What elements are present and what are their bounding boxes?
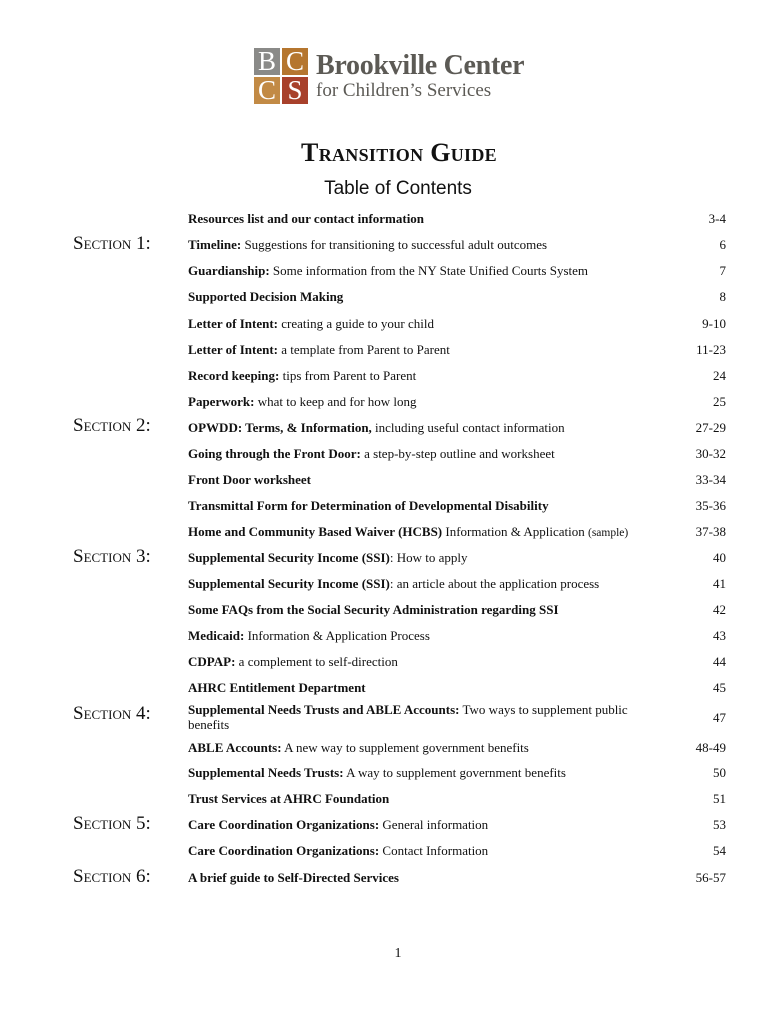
section-4-label: Section 4:: [73, 703, 151, 724]
toc-entry-title: [188, 472, 658, 487]
toc-heading: Table of Contents: [324, 178, 472, 199]
toc-entry-page: 45: [713, 680, 726, 695]
toc-entry-bold: Transmittal Form for Determination of Developmental Disability: [188, 498, 549, 513]
toc-entry-bold: Some FAQs from the Social Security Administration regarding SSI: [188, 602, 559, 617]
toc-entry-bold: Supplemental Security Income (SSI): [188, 576, 390, 591]
toc-entry-title: [188, 791, 658, 806]
logo-name: Brookville Center: [316, 50, 525, 81]
toc-entry-bold: Supplemental Needs Trusts:: [188, 765, 344, 780]
toc-entry-page: 7: [719, 263, 726, 278]
toc-entry-title: [188, 654, 658, 669]
toc-entry-title: [188, 702, 658, 732]
logo-tile-c-lower: C: [254, 77, 280, 104]
toc-entry-title: [188, 740, 658, 755]
toc-entry-title: [188, 602, 658, 617]
toc-entry-page: 24: [713, 368, 726, 383]
toc-entry-bold: CDPAP:: [188, 654, 236, 669]
toc-entry-page: 40: [713, 550, 726, 565]
toc-entry-page: 53: [713, 817, 726, 832]
toc-entry-description: A new way to supplement government benefits: [281, 740, 529, 755]
toc-entry-title: [188, 316, 658, 331]
toc-entry-note: (sample): [588, 527, 629, 539]
toc-entry-description: Information & Application Process: [244, 628, 430, 643]
logo-tiles: [254, 48, 310, 106]
page-title: Transition Guide: [301, 138, 497, 167]
toc-entry-description: a template from Parent to Parent: [278, 342, 450, 357]
toc-entry-bold: Supplemental Needs Trusts and ABLE Accounts:: [188, 702, 460, 717]
toc-entry-description: what to keep and for how long: [254, 394, 417, 409]
toc-entry-bold: Guardianship:: [188, 263, 270, 278]
toc-entry-page: 6: [719, 237, 726, 252]
toc-entry-description: a step-by-step outline and worksheet: [360, 446, 555, 461]
toc-entry-bold: A brief guide to Self-Directed Services: [188, 870, 399, 885]
toc-entry-page: 3-4: [708, 211, 726, 226]
toc-entry-bold: Record keeping:: [188, 368, 280, 383]
toc-entry-bold: Care Coordination Organizations:: [188, 817, 380, 832]
toc-entry-title: [188, 870, 658, 885]
toc-entry-description: Information & Application: [442, 524, 588, 539]
toc-entry-title: [188, 211, 658, 226]
toc-entry-description: : an article about the application process: [389, 576, 600, 591]
toc-entry-page: 11-23: [696, 342, 726, 357]
toc-entry-description: Two ways to supplement public benefits: [188, 702, 628, 732]
toc-entry-page: 42: [713, 602, 726, 617]
toc-entry-bold: Trust Services at AHRC Foundation: [188, 791, 390, 806]
logo-tile-c: C: [282, 48, 308, 75]
toc-entry-title: [188, 263, 658, 278]
toc-entry-title: [188, 342, 658, 357]
toc-entry-title: [188, 368, 658, 383]
toc-entry-bold: Supplemental Security Income (SSI): [188, 550, 390, 565]
toc-entry-description: Contact Information: [379, 843, 489, 858]
toc-entry-page: 41: [713, 576, 726, 591]
toc-entry-page: 25: [713, 394, 726, 409]
toc-entry-page: 56-57: [695, 870, 726, 885]
section-3-label: Section 3:: [73, 546, 151, 567]
logo-tile-b: B: [254, 48, 280, 75]
toc-entry-page: 48-49: [695, 740, 726, 755]
toc-entry-title: [188, 289, 658, 304]
toc-entry-page: 44: [713, 654, 726, 669]
toc-entry-bold: Front Door worksheet: [188, 472, 312, 487]
toc-entry-title: [188, 498, 658, 513]
toc-entry-title: [188, 550, 658, 565]
toc-entry-title: [188, 446, 658, 461]
toc-entry-description: Suggestions for transitioning to successful adult outcomes: [241, 237, 548, 252]
section-2-label: Section 2:: [73, 415, 151, 436]
toc-entry-description: A way to supplement government benefits: [343, 765, 566, 780]
toc-entry-page: 51: [713, 791, 726, 806]
toc-entry-title: [188, 420, 658, 435]
toc-entry-page: 8: [719, 289, 726, 304]
toc-entry-title: [188, 576, 658, 591]
toc-entry-page: 33-34: [695, 472, 726, 487]
toc-entry-description: including useful contact information: [371, 420, 565, 435]
logo-tile-s: S: [282, 77, 308, 104]
brookville-logo: [254, 48, 554, 108]
toc-entry-bold: Medicaid:: [188, 628, 245, 643]
section-1-label: Section 1:: [73, 233, 151, 254]
toc-entry-bold: Paperwork:: [188, 394, 255, 409]
toc-entry-title: [188, 628, 658, 643]
toc-entry-bold: OPWDD: Terms, & Information,: [188, 420, 372, 435]
toc-entry-page: 9-10: [702, 316, 726, 331]
toc-entry-bold: Home and Community Based Waiver (HCBS): [188, 524, 443, 539]
toc-entry-title: [188, 817, 658, 832]
toc-entry-description: : How to apply: [389, 550, 468, 565]
logo-subtitle: for Children’s Services: [316, 80, 492, 101]
toc-entry-title: [188, 524, 658, 541]
toc-entry-description: tips from Parent to Parent: [279, 368, 417, 383]
toc-entry-bold: Care Coordination Organizations:: [188, 843, 380, 858]
toc-entry-bold: Going through the Front Door:: [188, 446, 361, 461]
toc-entry-bold: Letter of Intent:: [188, 316, 279, 331]
toc-entry-title: [188, 765, 658, 780]
toc-entry-title: [188, 394, 658, 409]
toc-entry-page: 43: [713, 628, 726, 643]
toc-entry-title: [188, 843, 658, 858]
toc-entry-page: 27-29: [695, 420, 726, 435]
toc-entry-description: a complement to self-direction: [235, 654, 398, 669]
section-5-label: Section 5:: [73, 813, 151, 834]
toc-entry-title: [188, 680, 658, 695]
toc-entry-title: [188, 237, 658, 252]
toc-entry-page: 47: [713, 710, 726, 725]
toc-entry-page: 54: [713, 843, 726, 858]
toc-entry-page: 50: [713, 765, 726, 780]
toc-entry-description: General information: [379, 817, 489, 832]
section-6-label: Section 6:: [73, 866, 151, 887]
toc-entry-page: 30-32: [695, 446, 726, 461]
toc-entry-page: 35-36: [695, 498, 726, 513]
page-number: 1: [394, 946, 402, 961]
toc-entry-description: Some information from the NY State Unified Courts System: [269, 263, 588, 278]
toc-entry-bold: Supported Decision Making: [188, 289, 344, 304]
toc-entry-bold: AHRC Entitlement Department: [188, 680, 366, 695]
toc-entry-bold: ABLE Accounts:: [188, 740, 282, 755]
toc-entry-bold: Timeline:: [188, 237, 242, 252]
toc-entry-bold: Resources list and our contact information: [188, 211, 425, 226]
toc-entry-bold: Letter of Intent:: [188, 342, 279, 357]
toc-entry-description: creating a guide to your child: [278, 316, 434, 331]
toc-entry-page: 37-38: [695, 524, 726, 539]
